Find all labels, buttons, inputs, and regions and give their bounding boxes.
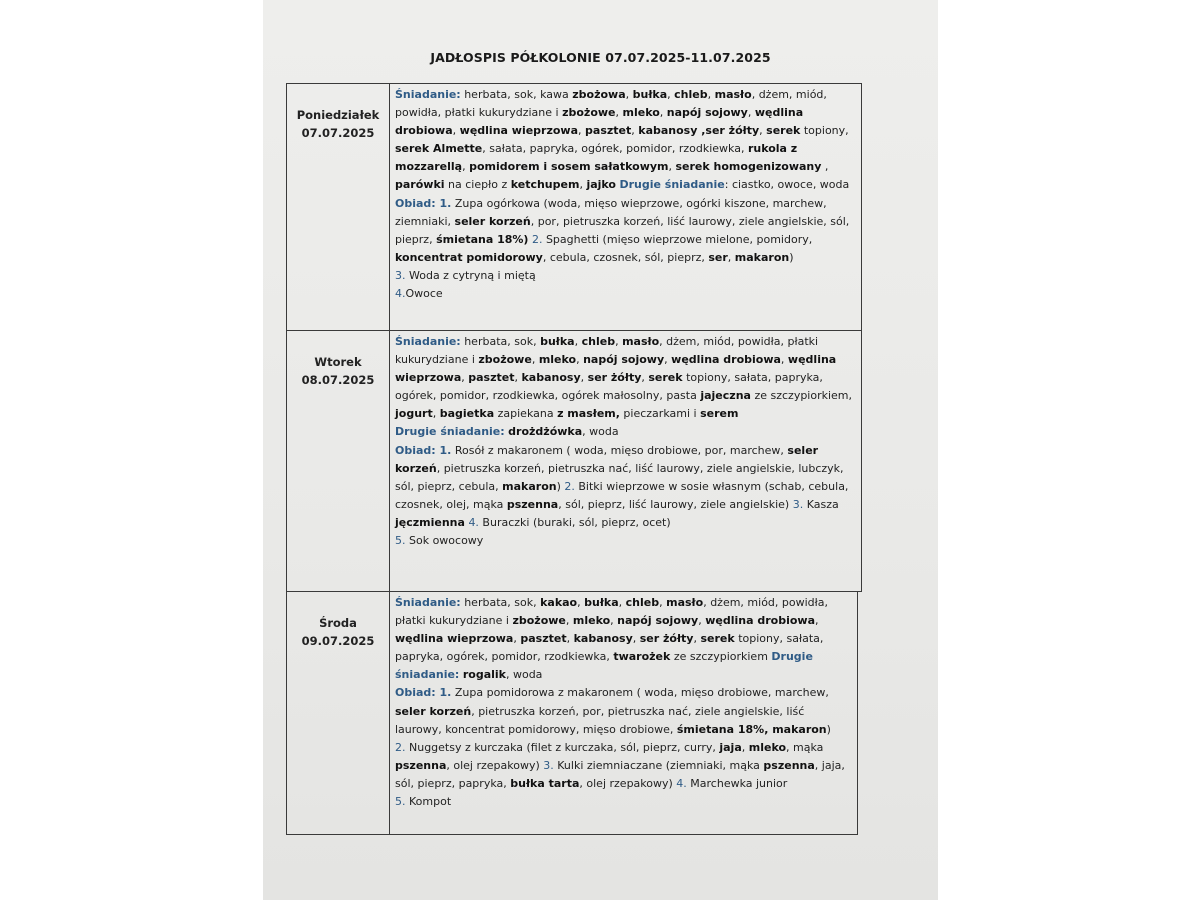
menu-text: , (631, 124, 639, 138)
day-date: 07.07.2025 (301, 126, 375, 140)
allergen-text: rogalik (462, 668, 506, 682)
day-row-monday (286, 83, 862, 331)
menu-text: , (610, 614, 618, 628)
menu-text: , sól, pieprz, liść laurowy, ziele angielskie) (558, 497, 793, 511)
menu-text: zapiekana (494, 407, 558, 421)
allergen-text: ketchupem (510, 178, 580, 192)
allergen-text: wędlina drobiowa (395, 106, 804, 138)
menu-paragraph (395, 195, 855, 267)
menu-text: , (747, 106, 755, 120)
menu-text: , (615, 335, 623, 348)
allergen-text: napój sojowy (666, 106, 748, 120)
allergen-text: pszenna (763, 758, 815, 772)
day-cell (287, 592, 390, 834)
menu-text: , pietruszka korzeń, por, pietruszka nać, ziele angielskie, liść laurowy, koncentrat pomidorowy, mięso drobiowe, (395, 704, 805, 736)
menu-text: Kasza (803, 497, 839, 511)
menu-text: herbata, sok, (460, 335, 541, 348)
menu-text: , (625, 88, 633, 101)
allergen-text: bułka (584, 596, 619, 609)
menu-text: ze szczypiorkiem (670, 650, 772, 664)
allergen-text: drożdżówka (508, 425, 583, 439)
menu-text: , (693, 632, 701, 646)
menu-text: , (659, 596, 667, 609)
allergen-text: bułka (540, 335, 575, 348)
menu-text: Spaghetti (mięso wieprzowe mielone, pomidory, (542, 232, 813, 246)
allergen-text: zbożowa (572, 88, 626, 101)
menu-text: Zupa pomidorowa z makaronem ( woda, mięso drobiowe, marchew, (451, 686, 829, 700)
menu-text: topiony, sałata, papryka, ogórek, pomidor, rzodkiewka, ogórek małosolny, pasta (395, 371, 823, 403)
menu-paragraph (395, 793, 851, 811)
menu-text: , (727, 250, 735, 264)
allergen-text: chleb (581, 335, 616, 348)
allergen-text: napój sojowy (617, 614, 699, 628)
allergen-text: pasztet (585, 124, 632, 138)
menu-text: , por, pietruszka korzeń, liść laurowy, ziele angielskie, sól, pieprz, (395, 214, 850, 246)
menu-text: , sałata, papryka, ogórek, pomidor, rzodkiewka, (482, 142, 748, 156)
menu-text: , (659, 106, 667, 120)
allergen-text: bagietka (439, 407, 495, 421)
menu-paragraph (395, 684, 851, 738)
allergen-text: wędlina wieprzowa (395, 353, 837, 385)
allergen-text: pomidorem i sosem sałatkowym (469, 160, 669, 174)
allergen-text: serem (700, 407, 739, 421)
item-number: 3. (543, 758, 554, 772)
item-number: 4. (395, 287, 406, 301)
meal-label: Drugie śniadanie: (395, 650, 813, 682)
menu-text: , (531, 353, 539, 367)
allergen-text: wędlina drobiowa (671, 353, 781, 367)
menu-text: ) (789, 250, 794, 264)
allergen-text: zbożowe (562, 106, 616, 120)
allergen-text: ser (708, 250, 728, 264)
allergen-text: chleb (625, 596, 660, 609)
menu-text: , (668, 160, 676, 174)
menu-text: , (641, 371, 649, 385)
menu-text: , (664, 353, 672, 367)
menu-text: topiony, sałata, papryka, ogórek, pomidor, rzodkiewka, (395, 632, 824, 664)
allergen-text: chleb (674, 88, 708, 101)
meal-label: Drugie śniadanie: (395, 425, 505, 439)
allergen-text: rukola z mozzarellą (395, 142, 798, 174)
item-number: 4. (468, 515, 479, 529)
allergen-text: serek Almette (395, 142, 483, 156)
allergen-text: śmietana 18%, makaron (676, 722, 827, 736)
menu-paragraph (395, 267, 855, 285)
allergen-text: serek homogenizowany (675, 160, 822, 174)
menu-paragraph (395, 739, 851, 793)
menu-text: pieczarkami i (619, 407, 701, 421)
allergen-text: seler korzeń (454, 214, 531, 228)
menu-text: , (615, 106, 623, 120)
menu-paragraph (395, 333, 855, 423)
day-date: 08.07.2025 (301, 373, 375, 387)
allergen-text: wędlina wieprzowa (459, 124, 579, 138)
menu-text: , dżem, miód, powidła, płatki kukurydziane i (395, 335, 819, 367)
allergen-text: serek (648, 371, 683, 385)
day-name: Wtorek (314, 355, 362, 369)
menu-text: , (698, 614, 706, 628)
allergen-text: bułka tarta (510, 776, 580, 790)
menu-sheet (263, 0, 938, 900)
menu-text: , (514, 371, 522, 385)
allergen-text: kabanosy (573, 632, 633, 646)
menu-paragraph (395, 285, 855, 303)
menu-paragraph (395, 532, 855, 550)
menu-cell (395, 86, 855, 303)
menu-text: , woda (505, 668, 543, 682)
menu-text: Bitki wieprzowe w sosie własnym (schab, cebula, czosnek, olej, mąka (395, 479, 849, 511)
menu-paragraph (395, 442, 855, 532)
allergen-text: pszenna (395, 758, 447, 772)
allergen-text: napój sojowy (583, 353, 665, 367)
menu-text: , jaja, sól, pieprz, papryka, (395, 758, 845, 790)
menu-paragraph (395, 86, 855, 195)
allergen-text: bułka (632, 88, 668, 101)
item-number: 4. (676, 776, 687, 790)
day-row-wednesday (286, 591, 858, 835)
allergen-text: pasztet (468, 371, 515, 385)
menu-text: , (618, 596, 626, 609)
allergen-text: jaja (719, 740, 742, 754)
menu-text: , (667, 88, 675, 101)
allergen-text: wędlina drobiowa (705, 614, 815, 628)
meal-label: Śniadanie: (395, 596, 461, 609)
menu-text: , olej rzepakowy) (446, 758, 544, 772)
menu-text: , cebula, czosnek, sól, pieprz, (542, 250, 709, 264)
allergen-text: kabanosy ,ser żółty (638, 124, 760, 138)
allergen-text: kakao (540, 596, 578, 609)
day-name: Poniedziałek (296, 108, 380, 122)
meal-label: Śniadanie: (395, 88, 461, 101)
allergen-text: makaron (734, 250, 790, 264)
page-title: JADŁOSPIS PÓŁKOLONIE 07.07.2025-11.07.2025 (430, 50, 771, 65)
menu-text: , (632, 632, 640, 646)
item-number: 2. (531, 232, 543, 246)
menu-text: Zupa ogórkowa (woda, mięso wieprzowe, ogórki kiszone, marchew, ziemniaki, (395, 196, 827, 228)
menu-text: , (577, 596, 585, 609)
menu-text: , (574, 335, 582, 348)
menu-text: Buraczki (buraki, sól, pieprz, ocet) (478, 515, 671, 529)
allergen-text: seler korzeń (395, 443, 819, 475)
menu-text: , (707, 88, 715, 101)
meal-label: Śniadanie: (395, 335, 461, 348)
allergen-text: mleko (622, 106, 660, 120)
menu-text: , (579, 178, 587, 192)
meal-label: Obiad: 1. (395, 443, 452, 457)
menu-text: , dżem, miód, powidła, płatki kukurydziane i (395, 88, 827, 120)
menu-text: herbata, sok, kawa (460, 88, 573, 101)
menu-text: , (432, 407, 440, 421)
allergen-text: serek (700, 632, 735, 646)
item-number: 2. (395, 740, 406, 754)
menu-text: topiony, (800, 124, 849, 138)
menu-text: , (452, 124, 460, 138)
menu-text: ) (826, 722, 831, 736)
menu-text: Owoce (405, 287, 443, 301)
allergen-text: ser żółty (587, 371, 642, 385)
menu-text: , (566, 632, 574, 646)
menu-text: , (513, 632, 521, 646)
allergen-text: śmietana 18%) (436, 232, 529, 246)
menu-text: , (580, 371, 588, 385)
allergen-text: mleko (572, 614, 611, 628)
item-number: 3. (395, 268, 406, 282)
allergen-text: koncentrat pomidorowy (395, 250, 543, 264)
menu-text: ) (556, 479, 565, 493)
menu-text: Rosół z makaronem ( woda, mięso drobiowe, por, marchew, (451, 443, 788, 457)
item-number: 5. (395, 534, 406, 548)
menu-text: Sok owocowy (405, 534, 484, 548)
menu-text: Kulki ziemniaczane (ziemniaki, mąka (553, 758, 764, 772)
allergen-text: twarożek (613, 650, 671, 664)
menu-text: , (578, 124, 586, 138)
menu-text: , (461, 371, 469, 385)
menu-text: Marchewka junior (686, 776, 788, 790)
allergen-text: parówki (395, 178, 445, 192)
allergen-text: pasztet (520, 632, 567, 646)
allergen-text: z masłem, (557, 407, 620, 421)
menu-text: , (821, 160, 829, 174)
menu-text: , (759, 124, 767, 138)
allergen-text: zbożowe (478, 353, 532, 367)
allergen-text: mleko (538, 353, 577, 367)
day-date: 09.07.2025 (301, 634, 375, 648)
allergen-text: mleko (748, 740, 787, 754)
menu-text: , (462, 160, 470, 174)
meal-label: Obiad: 1. (395, 686, 452, 700)
day-name: Środa (319, 616, 357, 630)
menu-text: : ciastko, owoce, woda (724, 178, 850, 192)
allergen-text: masło (714, 88, 752, 101)
allergen-text: wędlina wieprzowa (395, 632, 514, 646)
menu-text: , mąka (786, 740, 824, 754)
allergen-text: makaron (502, 479, 557, 493)
allergen-text: seler korzeń (395, 704, 472, 718)
menu-text: , woda (582, 425, 619, 439)
allergen-text: serek (766, 124, 801, 138)
menu-text: Woda z cytryną i miętą (405, 268, 536, 282)
item-number: 3. (792, 497, 804, 511)
allergen-text: kabanosy (521, 371, 581, 385)
allergen-text: masło (622, 335, 660, 348)
allergen-text: jogurt (395, 407, 433, 421)
allergen-text: jajko (586, 178, 616, 192)
meal-label: Obiad: 1. (395, 196, 452, 210)
day-cell (287, 331, 390, 591)
day-cell (287, 84, 390, 330)
menu-text: , dżem, miód, powidła, płatki kukurydziane i (395, 596, 829, 628)
menu-text: herbata, sok, (460, 596, 541, 609)
allergen-text: pszenna (506, 497, 559, 511)
menu-paragraph (395, 423, 855, 441)
meal-label: Drugie śniadanie (619, 178, 725, 192)
menu-text: , (741, 740, 749, 754)
allergen-text: ser żółty (639, 632, 694, 646)
menu-text: , olej rzepakowy) (579, 776, 677, 790)
item-number: 5. (395, 795, 406, 809)
allergen-text: jęczmienna (395, 515, 465, 529)
item-number: 2. (564, 479, 575, 493)
day-row-tuesday (286, 330, 862, 592)
menu-text: ze szczypiorkiem, (750, 389, 853, 403)
menu-cell (395, 333, 855, 550)
menu-text: Kompot (405, 795, 452, 809)
menu-text: , (565, 614, 573, 628)
menu-text: , pietruszka korzeń, pietruszka nać, liść laurowy, ziele angielskie, lubczyk, sól, pieprz, cebula, (395, 461, 844, 493)
allergen-text: zbożowe (512, 614, 566, 628)
menu-text: , (815, 614, 819, 628)
allergen-text: jajeczna (700, 389, 751, 403)
menu-paragraph (395, 594, 851, 684)
menu-text: , (576, 353, 584, 367)
menu-cell (395, 594, 851, 811)
menu-text: na ciepło z (444, 178, 511, 192)
menu-text: , (780, 353, 788, 367)
menu-text: Nuggetsy z kurczaka (filet z kurczaka, sól, pieprz, curry, (405, 740, 720, 754)
allergen-text: masło (666, 596, 704, 609)
